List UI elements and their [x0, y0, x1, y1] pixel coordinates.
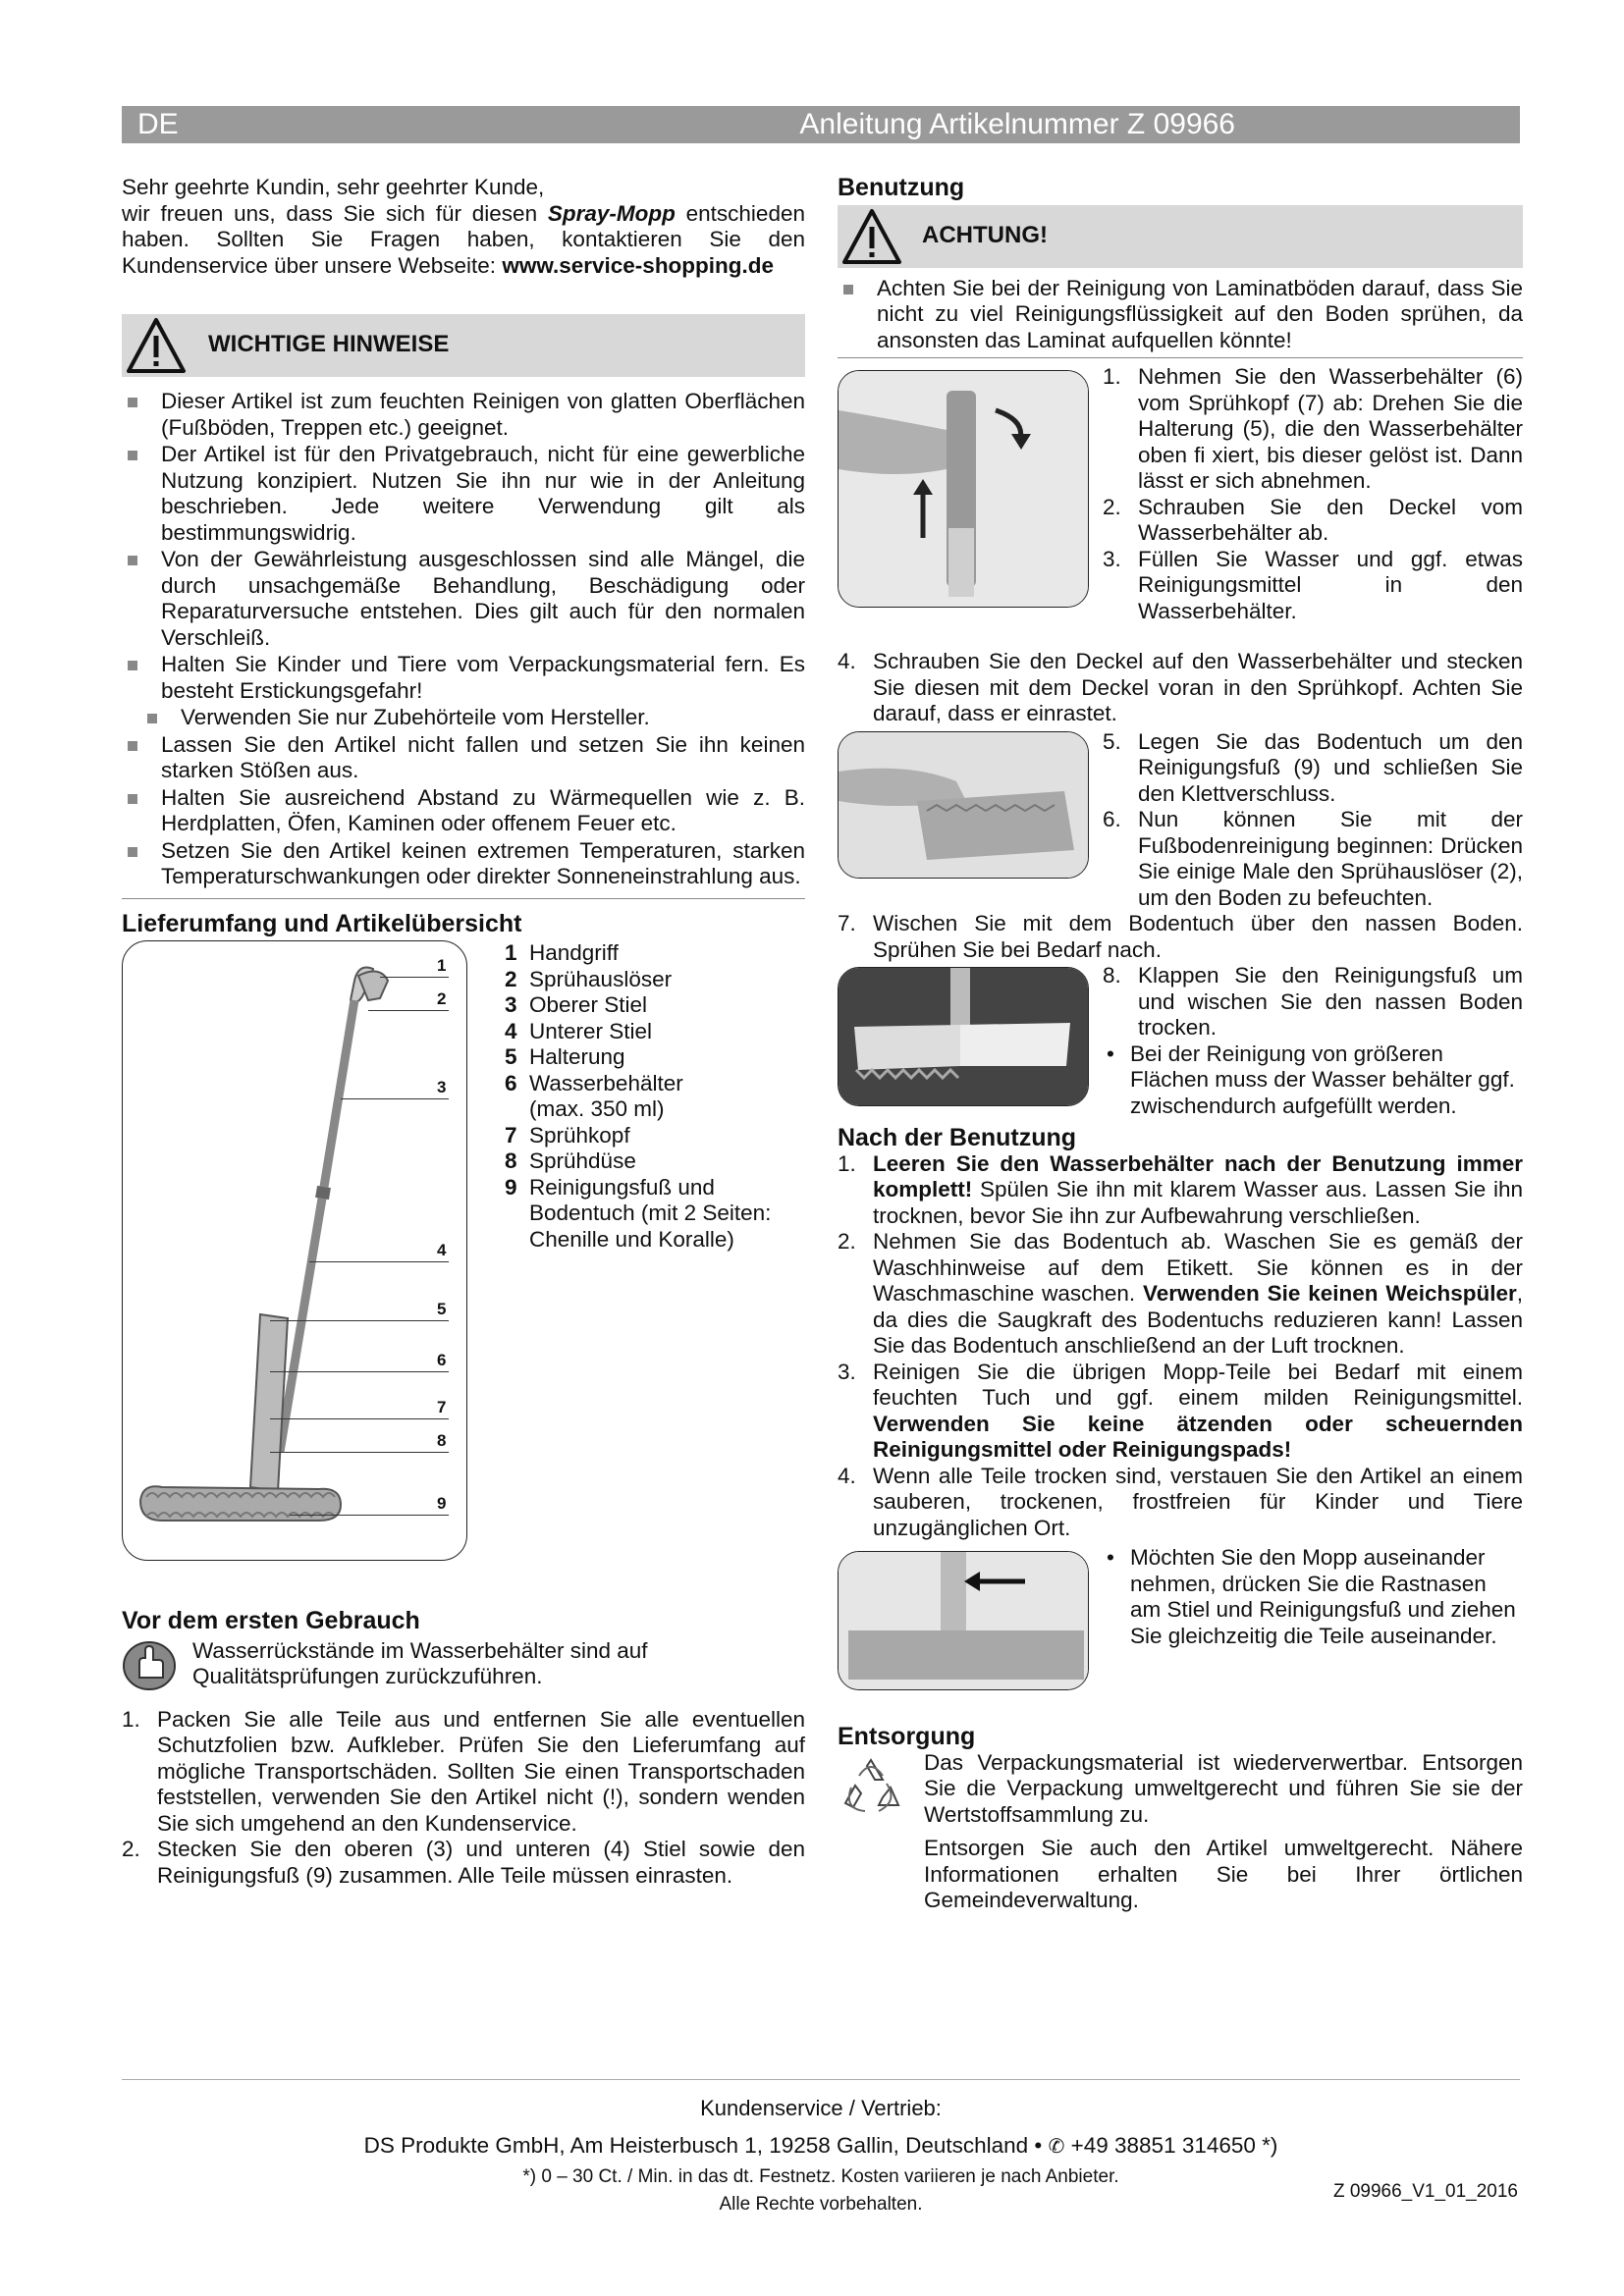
list-item: 1. Nehmen Sie den Wasserbehälter (6) vom Sprühkopf (7) ab: Drehen Sie die Halterung (5), die den Wasserbehälter oben fi xiert, bis dieser gelöst ist. Dann lässt er sich abnehmen.	[1103, 364, 1523, 493]
list-item: 4 Unterer Stiel	[505, 1018, 653, 1043]
list-item: Setzen Sie den Artikel keinen extremen Temperaturen, starken Temperaturschwankungen oder direkter Sonneneinstrahlung aus.	[122, 838, 805, 890]
list-item: Der Artikel ist für den Privatgebrauch, nicht für eine gewerbliche Nutzung konzipiert. Nutzen Sie ihn nur wie in der Anleitung beschrieben. Jede weitere Verwendung gilt als bestimmungswidrig.	[122, 442, 805, 546]
usage-title: Benutzung	[838, 174, 965, 201]
usage-tip: • Bei der Reinigung von größeren Flächen muss der Wasser behälter ggf. zwischendurch aufgefüllt werden.	[1107, 1041, 1515, 1118]
bullet-square-icon	[128, 741, 137, 751]
list-item: 6. Nun können Sie mit der Fußbodenreinigung beginnen: Drücken Sie einige Male den Sprühauslöser (2), um den Boden zu befeuchten.	[1103, 807, 1523, 910]
callout-line	[309, 1261, 449, 1262]
first-use-title: Vor dem ersten Gebrauch	[122, 1607, 420, 1634]
footer	[122, 2079, 1520, 2216]
list-item: (max. 350 ml)	[529, 1096, 665, 1121]
spray-mop-drawing	[123, 941, 466, 1560]
photo-attach-cloth	[839, 732, 1088, 878]
usage-step-7	[838, 911, 1523, 963]
list-item: Halten Sie Kinder und Tiere vom Verpackungsmaterial fern. Es besteht Erstickungsgefahr!	[122, 652, 805, 704]
footer-service-label: Kundenservice / Vertrieb:	[700, 2096, 942, 2120]
list-item: 1 Handgriff	[505, 940, 619, 965]
bullet-square-icon	[128, 398, 137, 407]
usage-step-8-text	[1103, 963, 1523, 1119]
warning-triangle-icon	[841, 207, 902, 266]
photo-fold-foot	[839, 968, 1088, 1105]
first-use-note: Wasserrückstände im Wasserbehälter sind auf Qualitätsprüfungen zurückzuführen.	[122, 1638, 805, 1691]
callout-line	[341, 1098, 449, 1099]
list-item: 5. Legen Sie das Bodentuch um den Reinigungsfuß (9) und schließen Sie den Klettverschluss.	[1103, 728, 1523, 806]
list-item: 8 Sprühdüse	[505, 1148, 636, 1173]
list-item: Bodentuch (mit 2 Seiten:	[529, 1201, 772, 1225]
list-item: 4. Schrauben Sie den Deckel auf den Wasserbehälter und stecken Sie diesen mit dem Deckel voran in den Sprühkopf. Achten Sie darauf, dass er einrastet.	[838, 649, 1523, 725]
phone-icon: ✆	[1048, 2136, 1065, 2158]
callout-line	[270, 1371, 449, 1372]
list-item: 2. Stecken Sie den oberen (3) und unteren (4) Stiel sowie den Reinigungsfuß (9) zusammen. Alle Teile müssen einrasten.	[122, 1837, 805, 1888]
left-column	[122, 175, 805, 1889]
parts-list	[505, 940, 771, 1253]
list-item: 7 Sprühkopf	[505, 1122, 630, 1148]
disassembly-tip	[838, 1545, 1523, 1692]
important-notes-list	[122, 389, 805, 890]
callout-label: 4	[437, 1241, 447, 1259]
bullet-square-icon	[128, 794, 137, 804]
bullet-square-icon	[147, 714, 157, 723]
document-title: Anleitung Artikelnummer Z 09966	[799, 108, 1235, 140]
greeting: Sehr geehrte Kundin, sehr geehrter Kunde,	[122, 175, 545, 199]
callout-label: 1	[437, 956, 447, 975]
bullet-square-icon	[843, 285, 853, 294]
list-item: 2 Sprühauslöser	[505, 966, 673, 991]
mop-illustration	[122, 940, 467, 1561]
header-bar	[122, 106, 1520, 143]
usage-steps-list	[1103, 729, 1523, 912]
bullet-square-icon	[128, 451, 137, 460]
list-item: 5 Halterung	[505, 1044, 625, 1069]
usage-step-8	[838, 963, 1523, 1119]
usage-steps-5-6-text	[1103, 729, 1523, 912]
list-item: 2. Schrauben Sie den Deckel vom Wasserbehälter ab.	[1103, 494, 1523, 545]
callout-label: 9	[437, 1494, 447, 1513]
usage-step-4	[838, 649, 1523, 727]
list-item: Achten Sie bei der Reinigung von Laminatböden darauf, dass Sie nicht zu viel Reinigungsflüssigkeit auf den Boden sprühen, da ansonsten das Laminat aufquellen könnte!	[838, 276, 1523, 354]
right-column	[838, 175, 1523, 1914]
callout-label: 2	[437, 989, 447, 1008]
usage-steps-text	[1103, 364, 1523, 624]
list-item: 3. Reinigen Sie die übrigen Mopp-Teile bei Bedarf mit einem feuchten Tuch und ggf. einem milden Reinigungsmittel. Verwenden Sie keine ätzenden oder scheuernden Reinigungsmittel oder Reinigungspads!	[838, 1359, 1523, 1462]
hand-pointer-icon	[122, 1640, 177, 1691]
disposal-article-text: Entsorgen Sie auch den Artikel umweltgerecht. Nähere Informationen erhalten Sie bei Ihrer örtlichen Gemeindeverwaltung.	[924, 1836, 1523, 1912]
usage-steps-5-6	[838, 729, 1523, 912]
disposal-packaging-text: Das Verpackungsmaterial ist wiederverwertbar. Entsorgen Sie die Verpackung umweltgerecht und führen Sie sie der Wertstoffsammlung zu.	[924, 1749, 1523, 1827]
list-item: 7. Wischen Sie mit dem Bodentuch über den nassen Boden. Sprühen Sie bei Bedarf nach.	[838, 911, 1523, 962]
list-item: 1. Leeren Sie den Wasserbehälter nach der Benutzung immer komplett! Spülen Sie ihn mit klarem Wasser aus. Lassen Sie ihn trocknen, bevor Sie ihn zur Aufbewahrung verschließen.	[838, 1150, 1523, 1228]
list-item: 9 Reinigungsfuß und	[505, 1174, 715, 1200]
bullet-square-icon	[128, 661, 137, 670]
caution-banner	[838, 205, 1523, 268]
photo-disassemble	[839, 1552, 1088, 1689]
list-item: 3 Oberer Stiel	[505, 992, 648, 1017]
bullet-square-icon	[128, 556, 137, 565]
list-item: 2. Nehmen Sie das Bodentuch ab. Waschen Sie es gemäß der Waschhinweise auf dem Etikett. Sie können es in der Waschmaschine waschen. Verwenden Sie keinen Weichspüler, da dies die Saugkraft des Bodentuchs reduzieren kann! Lassen Sie das Bodentuch anschließend an der Luft trocknen.	[838, 1229, 1523, 1358]
callout-label: 7	[437, 1398, 447, 1416]
bullet-square-icon	[128, 847, 137, 857]
footer-company: DS Produkte GmbH, Am Heisterbusch 1, 19258 Gallin, Deutschland • ✆ +49 38851 314650 *)	[363, 2133, 1278, 2158]
disassemble-photo	[838, 1551, 1089, 1690]
recycling-icon	[838, 1754, 904, 1817]
usage-steps-list	[1103, 364, 1523, 624]
usage-steps-list	[1103, 963, 1523, 1041]
warning-triangle-icon	[126, 316, 187, 375]
footer-divider	[122, 2079, 1520, 2080]
after-use-title: Nach der Benutzung	[838, 1124, 1077, 1151]
callout-label: 3	[437, 1078, 447, 1096]
photo-remove-tank	[839, 371, 1088, 607]
footer-cost-note: *) 0 – 30 Ct. / Min. in das dt. Festnetz. Kosten variieren je nach Anbieter.	[522, 2166, 1119, 2187]
language-code: DE	[137, 108, 179, 140]
remove-tank-photo	[838, 370, 1089, 608]
list-item: • Möchten Sie den Mopp auseinander nehmen, drücken Sie die Rastnasen am Stiel und Reinigungsfuß und ziehen Sie gleichzeitig die Teile auseinander.	[1107, 1545, 1516, 1648]
website-link[interactable]: www.service-shopping.de	[502, 252, 775, 278]
callout-line	[290, 1515, 449, 1516]
list-item: Verwenden Sie nur Zubehörteile vom Hersteller.	[122, 705, 805, 731]
important-notes-banner	[122, 314, 805, 377]
list-item: 8. Klappen Sie den Reinigungsfuß um und wischen Sie den nassen Boden trocken.	[1103, 963, 1523, 1040]
intro-text: wir freuen uns, dass Sie sich für diesen Spray-Mopp entschieden haben. Sollten Sie Fragen haben, kontaktieren Sie den Kundenservice über unsere Webseite: www.service-shopping.de	[122, 200, 805, 278]
overview-area	[122, 940, 805, 1569]
usage-steps-1-3	[838, 364, 1523, 649]
callout-label: 6	[437, 1351, 447, 1369]
callout-label: 8	[437, 1431, 447, 1450]
list-item: 6 Wasserbehälter	[505, 1070, 683, 1095]
caution-title: ACHTUNG!	[922, 221, 1048, 248]
after-use-steps	[838, 1151, 1523, 1542]
footer-phone: +49 38851 314650 *)	[1070, 2133, 1278, 2158]
list-item: 1. Packen Sie alle Teile aus und entfernen Sie alle eventuellen Schutzfolien bzw. Aufkleber. Prüfen Sie den Lieferumfang auf mögliche Transportschäden. Sollten Sie einen Transportschaden feststellen, verwenden Sie den Artikel nicht (!), sondern wenden Sie sich umgehend an den Kundenservice.	[122, 1706, 805, 1836]
list-item: Halten Sie ausreichend Abstand zu Wärmequellen wie z. B. Herdplatten, Öfen, Kaminen oder offenem Feuer etc.	[122, 785, 805, 837]
section-divider	[122, 898, 805, 899]
important-notes-title: WICHTIGE HINWEISE	[208, 331, 450, 357]
callout-line	[270, 1320, 449, 1321]
overview-title: Lieferumfang und Artikelübersicht	[122, 909, 522, 937]
callout-label: 5	[437, 1300, 447, 1318]
list-item: 3. Füllen Sie Wasser und ggf. etwas Reinigungsmittel in den Wasserbehälter.	[1103, 546, 1523, 623]
footer-rights: Alle Rechte vorbehalten.	[719, 2194, 923, 2215]
disposal-title: Entsorgung	[838, 1723, 976, 1750]
list-item: Chenille und Koralle)	[529, 1226, 734, 1252]
callout-line	[270, 1452, 449, 1453]
disposal-section	[838, 1750, 1523, 1914]
callout-line	[270, 1418, 449, 1419]
product-name: Spray-Mopp	[547, 200, 676, 226]
document-code: Z 09966_V1_01_2016	[1332, 2181, 1518, 2202]
caution-list	[838, 276, 1523, 354]
section-divider	[838, 357, 1523, 358]
cloth-attach-photo	[838, 731, 1089, 879]
list-item: Dieser Artikel ist zum feuchten Reinigen von glatten Oberflächen (Fußböden, Treppen etc.) geeignet.	[122, 389, 805, 441]
list-item: Von der Gewährleistung ausgeschlossen sind alle Mängel, die durch unsachgemäße Behandlung, Beschädigung oder Reparaturversuche entstehen. Dies gilt auch für den normalen Verschleiß.	[122, 547, 805, 651]
disassembly-text	[1103, 1545, 1523, 1649]
list-item: Lassen Sie den Artikel nicht fallen und setzen Sie ihn keinen starken Stößen aus.	[122, 732, 805, 784]
first-use-steps	[122, 1707, 805, 1890]
fold-foot-photo	[838, 967, 1089, 1106]
list-item: 4. Wenn alle Teile trocken sind, verstauen Sie den Artikel an einem sauberen, trockenen, frostfreien für Kinder und Tiere unzugänglichen Ort.	[838, 1463, 1523, 1540]
